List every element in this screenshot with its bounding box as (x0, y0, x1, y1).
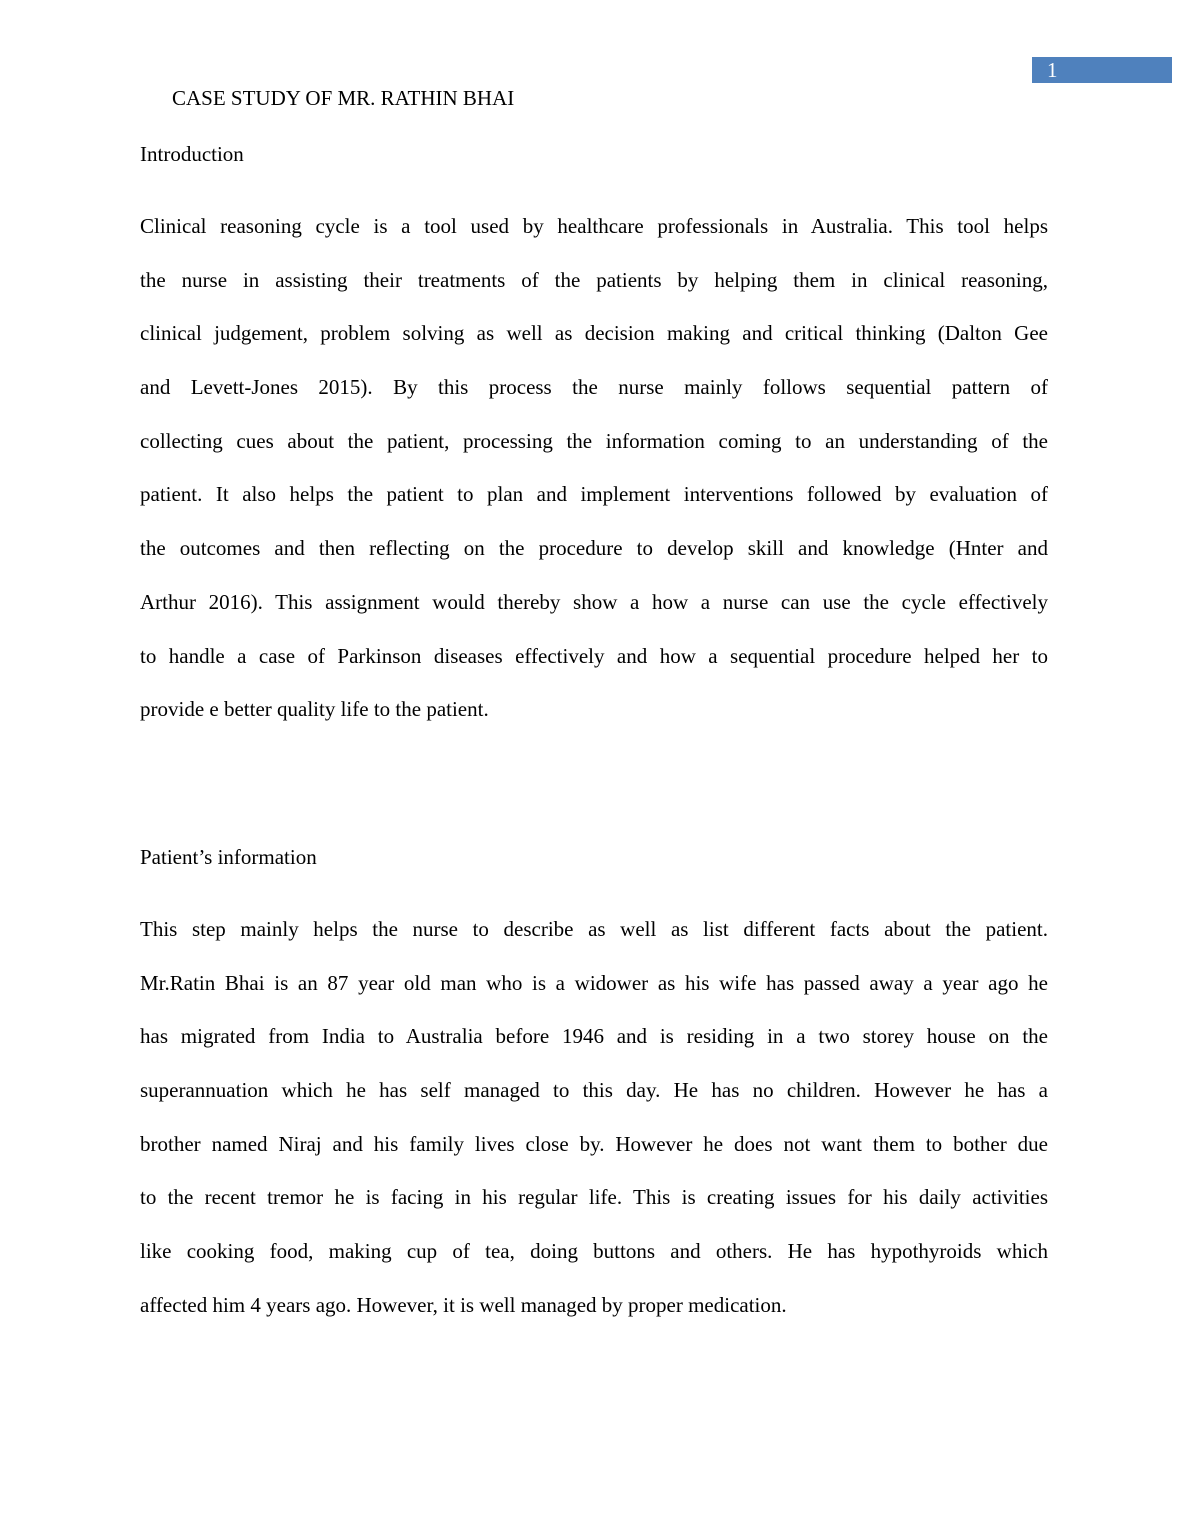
paragraph-line: and Levett-Jones 2015). By this process the nurse mainly follows sequential pattern of (140, 375, 1048, 400)
running-head-title: CASE STUDY OF MR. RATHIN BHAI (172, 86, 515, 110)
paragraph-line: superannuation which he has self managed to this day. He has no children. However he has a (140, 1078, 1048, 1103)
introduction-paragraph (140, 200, 1048, 737)
page-number: 1 (1047, 58, 1058, 82)
paragraph-line: the nurse in assisting their treatments of the patients by helping them in clinical reasoning, (140, 267, 1048, 292)
paragraph-line: patient. It also helps the patient to plan and implement interventions followed by evaluation of (140, 482, 1048, 507)
paragraph-line: brother named Niraj and his family lives close by. However he does not want them to bother due (140, 1131, 1048, 1156)
paragraph-line: Mr.Ratin Bhai is an 87 year old man who is a widower as his wife has passed away a year ago he (140, 970, 1048, 995)
paragraph-line: Clinical reasoning cycle is a tool used by healthcare professionals in Australia. This tool helps (140, 214, 1048, 238)
paragraph-line: to handle a case of Parkinson diseases effectively and how a sequential procedure helped her to (140, 643, 1048, 668)
paragraph-line: Arthur 2016). This assignment would thereby show a how a nurse can use the cycle effectively (140, 589, 1048, 614)
section-heading-introduction: Introduction (140, 142, 244, 166)
paragraph-line: provide e better quality life to the patient. (140, 697, 489, 722)
paragraph-line: This step mainly helps the nurse to describe as well as list different facts about the patient. (140, 917, 1048, 941)
paragraph-line: clinical judgement, problem solving as well as decision making and critical thinking (Dalton Gee (140, 321, 1048, 346)
paragraph-line: has migrated from India to Australia before 1946 and is residing in a two storey house on the (140, 1024, 1048, 1049)
page-number-badge (1032, 57, 1172, 83)
paragraph-line: the outcomes and then reflecting on the procedure to develop skill and knowledge (Hnter and (140, 536, 1048, 561)
paragraph-line: to the recent tremor he is facing in his regular life. This is creating issues for his daily activities (140, 1185, 1048, 1210)
patient-information-paragraph (140, 903, 1048, 1333)
paragraph-line: like cooking food, making cup of tea, doing buttons and others. He has hypothyroids which (140, 1239, 1048, 1264)
section-heading-patient-information: Patient’s information (140, 845, 317, 869)
paragraph-line: affected him 4 years ago. However, it is well managed by proper medication. (140, 1292, 787, 1317)
paragraph-line: collecting cues about the patient, processing the information coming to an understanding of the (140, 428, 1048, 453)
